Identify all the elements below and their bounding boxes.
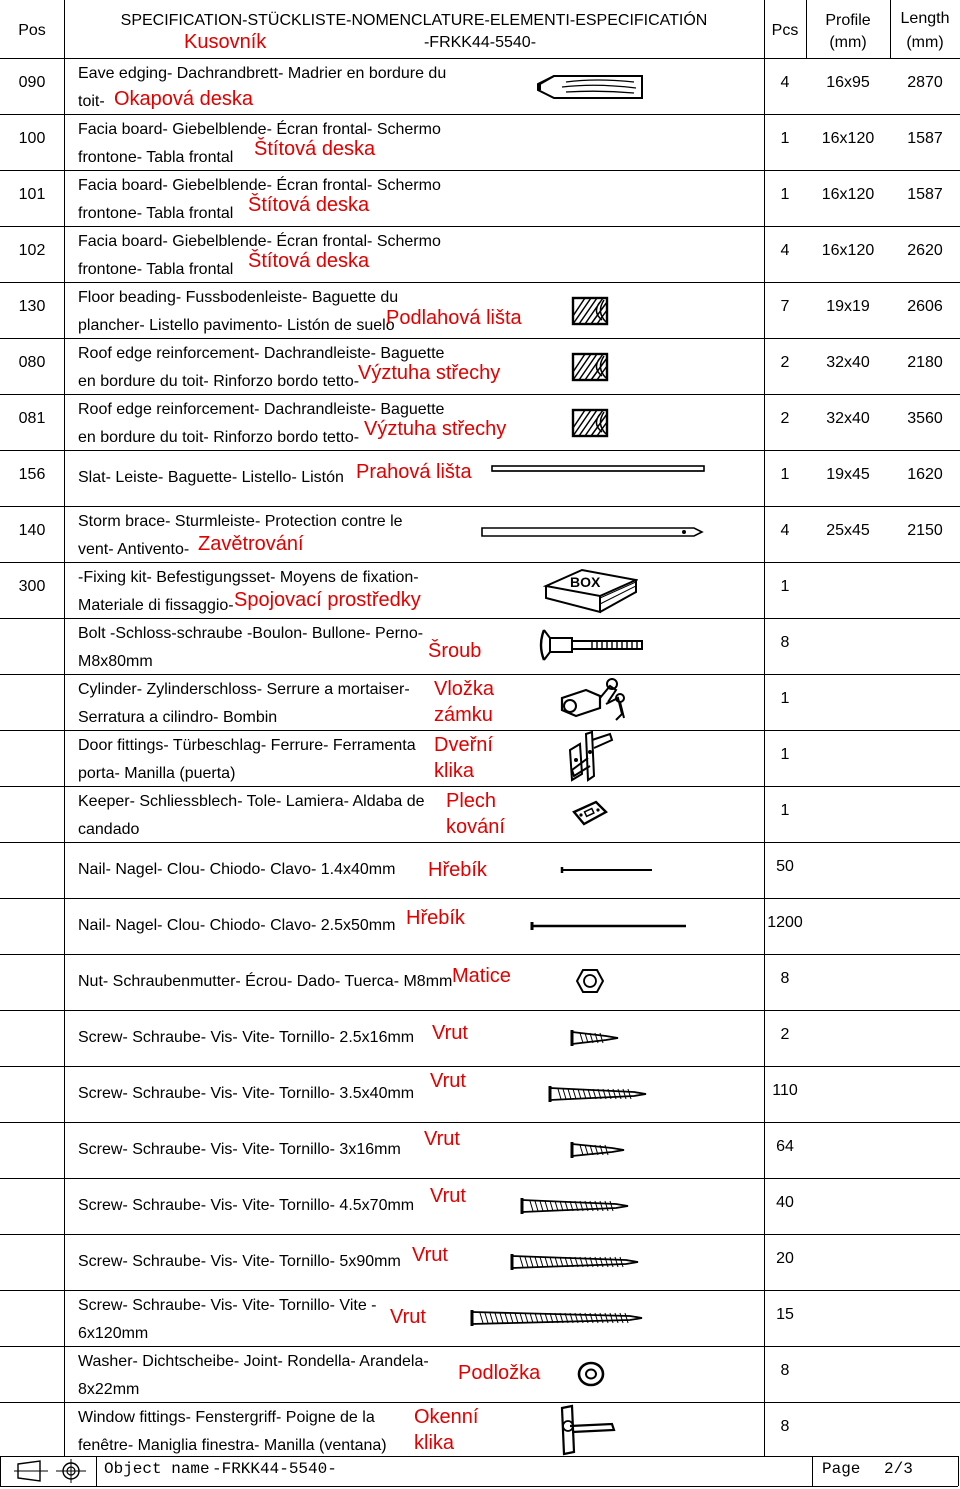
page-number: 2/3 [884,1460,913,1478]
row-pcs: 64 [776,1138,794,1155]
table-row [0,338,960,394]
table-row [0,394,960,450]
row-description: Eave edging- Dachrandbrett- Madrier en bordure du toit- [78,65,447,110]
plank-icon [536,72,644,102]
row-length: 3560 [907,410,943,427]
wood-section-icon [570,350,610,384]
row-profile: 16x95 [826,74,870,91]
table-row [0,58,960,114]
row-profile: 32x40 [826,410,870,427]
row-pcs: 20 [776,1250,794,1267]
row-czech-label: Spojovací prostředky [234,589,421,611]
screw-icon [520,1196,632,1216]
row-pcs: 110 [772,1082,798,1099]
row-description: Window fittings- Fenstergriff- Poigne de la fenêtre- Maniglia finestra- Manilla (ventana) [78,1409,387,1454]
table-row [0,1402,960,1458]
page-label: Page [822,1460,861,1478]
row-pcs: 8 [780,970,790,987]
row-czech-label: Podložka [458,1362,541,1384]
object-name-value: -FRKK44-5540- [212,1460,337,1478]
row-pcs: 2 [780,354,790,371]
slat-icon [490,462,706,476]
row-czech-label: Zavětrování [198,533,304,555]
row-pcs: 8 [780,1362,790,1379]
row-profile: 16x120 [821,130,875,147]
table-row [0,786,960,842]
row-description: Facia board- Giebelblende- Écran frontal- Schermo frontone- Tabla frontal [78,121,441,166]
row-czech-label: Výztuha střechy [364,418,507,440]
table-row [0,1234,960,1290]
row-description: Washer- Dichtscheibe- Joint- Rondella- Arandela- 8x22mm [78,1353,429,1398]
table-row [0,898,960,954]
header-pos: Pos [18,22,46,39]
screw-icon [470,1308,646,1328]
row-czech-label: Vrut [390,1306,426,1328]
wood-section-icon [570,294,610,328]
row-length: 2150 [907,522,943,539]
washer-icon [576,1360,606,1388]
row-pcs: 8 [780,634,790,651]
door-handle-icon [566,730,614,782]
row-pos: 101 [18,186,46,203]
row-description: Screw- Schraube- Vis- Vite- Tornillo- 3.5x40mm [78,1085,415,1102]
row-description: Floor beading- Fussbodenleiste- Baguette du plancher- Listello pavimento- Listón de suelo [78,289,399,334]
nail-icon [530,920,690,932]
row-czech-label: Výztuha střechy [358,362,501,384]
screw-icon [548,1084,650,1104]
table-row [0,450,960,506]
bolt-icon [536,624,646,666]
row-pcs: 8 [780,1418,790,1435]
row-pcs: 15 [776,1306,794,1323]
row-pcs: 50 [776,858,794,875]
table-row [0,842,960,898]
projection-symbol-icon [14,1459,48,1483]
row-czech-label: Plech kování [446,790,505,838]
row-description: Nut- Schraubenmutter- Écrou- Dado- Tuerca- M8mm [78,973,453,990]
header-spec-title: SPECIFICATION-STÜCKLISTE-NOMENCLATURE-ELEMENTI-ESPECIFICATIÓN [120,12,708,29]
row-description: Facia board- Giebelblende- Écran frontal- Schermo frontone- Tabla frontal [78,177,441,222]
row-description: Screw- Schraube- Vis- Vite- Tornillo- Vite - 6x120mm [78,1297,377,1342]
row-description: Facia board- Giebelblende- Écran frontal- Schermo frontone- Tabla frontal [78,233,441,278]
row-pos: 090 [18,74,46,91]
screw-icon [570,1140,628,1160]
screw-icon [510,1252,642,1272]
table-row [0,114,960,170]
row-pos: 100 [18,130,46,147]
row-pos: 140 [18,522,46,539]
nut-icon [576,968,604,994]
row-czech-label: Hřebík [406,907,465,929]
row-pcs: 1 [780,466,790,483]
header-length: Length [900,10,950,27]
row-length: 1587 [907,130,943,147]
table-row [0,1178,960,1234]
nail-icon [560,864,656,876]
table-row [0,1290,960,1346]
table-row [0,730,960,786]
header-profile-unit: (mm) [829,34,867,51]
table-row [0,674,960,730]
row-pcs: 1 [780,578,790,595]
row-pcs: 2 [780,1026,790,1043]
window-handle-icon [554,1404,618,1456]
table-row [0,562,960,618]
row-pcs: 4 [780,74,790,91]
row-czech-label: Okenní klika [414,1406,479,1454]
row-pcs: 1 [780,746,790,763]
row-profile: 16x120 [821,186,875,203]
row-czech-label: Hřebík [428,859,487,881]
row-description: Nail- Nagel- Clou- Chiodo- Clavo- 2.5x50mm [78,917,396,934]
row-profile: 25x45 [826,522,870,539]
keeper-plate-icon [572,800,608,826]
row-pcs: 1 [780,130,790,147]
row-czech-label: Prahová lišta [356,461,472,483]
table-row [0,506,960,562]
row-description: Screw- Schraube- Vis- Vite- Tornillo- 2.5x16mm [78,1029,415,1046]
row-czech-label: Matice [452,965,511,987]
row-profile: 16x120 [821,242,875,259]
row-description: Screw- Schraube- Vis- Vite- Tornillo- 5x90mm [78,1253,401,1270]
row-pos: 102 [18,242,46,259]
row-pcs: 7 [780,298,790,315]
row-czech-label: Vrut [412,1244,448,1266]
row-length: 2180 [907,354,943,371]
row-description: Cylinder- Zylinderschloss- Serrure a mortaiser- Serratura a cilindro- Bombin [78,681,410,726]
row-pos: 156 [18,466,46,483]
header-length-unit: (mm) [906,34,944,51]
row-description: Screw- Schraube- Vis- Vite- Tornillo- 4.5x70mm [78,1197,415,1214]
row-profile: 19x19 [826,298,870,315]
row-length: 2620 [907,242,943,259]
row-czech-label: Vrut [430,1070,466,1092]
row-pcs: 4 [780,522,790,539]
table-row [0,226,960,282]
row-pcs: 1 [780,690,790,707]
row-pcs: 2 [780,410,790,427]
row-description: Slat- Leiste- Baguette- Listello- Listón [78,469,344,486]
row-czech-label: Štítová deska [248,250,370,272]
row-czech-label: Štítová deska [248,194,370,216]
row-pcs: 1 [780,802,790,819]
row-czech-label: Vrut [432,1022,468,1044]
row-length: 1620 [907,466,943,483]
row-pcs: 1 [780,186,790,203]
table-row [0,1010,960,1066]
row-czech-label: Podlahová lišta [386,307,522,329]
box-icon [542,566,638,614]
row-pos: 130 [18,298,46,315]
table-row [0,1066,960,1122]
row-profile: 19x45 [826,466,870,483]
header-spec-title-cz: Kusovník [184,31,267,53]
table-row [0,1346,960,1402]
row-description: Bolt -Schloss-schraube -Boulon- Bullone- Perno- M8x80mm [78,625,424,670]
row-length: 2606 [907,298,943,315]
row-pos: 300 [18,578,46,595]
row-pcs: 40 [776,1194,794,1211]
box-label: BOX [570,574,601,590]
row-pos: 081 [18,410,46,427]
header-profile: Profile [825,12,871,29]
row-length: 2870 [907,74,943,91]
row-description: Storm brace- Sturmleiste- Protection contre le vent- Antivento- [78,513,403,558]
storm-brace-icon [480,524,706,540]
row-description: Door fittings- Türbeschlag- Ferrure- Ferramenta porta- Manilla (puerta) [78,737,416,782]
row-czech-label: Okapová deska [114,88,253,110]
row-description: Nail- Nagel- Clou- Chiodo- Clavo- 1.4x40mm [78,861,396,878]
row-czech-label: Vložka zámku [434,678,495,726]
table-row [0,954,960,1010]
row-description: -Fixing kit- Befestigungsset- Moyens de fixation- Materiale di fissaggio- [78,569,419,614]
row-description: Screw- Schraube- Vis- Vite- Tornillo- 3x16mm [78,1141,401,1158]
table-row [0,282,960,338]
table-row [0,618,960,674]
row-description: Roof edge reinforcement- Dachrandleiste- Baguette en bordure du toit- Rinforzo bordo tetto- [78,401,445,446]
row-czech-label: Štítová deska [254,138,376,160]
row-length: 1587 [907,186,943,203]
row-czech-label: Dveřní klika [434,734,493,782]
wood-section-icon [570,406,610,440]
row-pos: 080 [18,354,46,371]
row-description: Roof edge reinforcement- Dachrandleiste- Baguette en bordure du toit- Rinforzo bordo tetto- [78,345,445,390]
row-pcs: 4 [780,242,790,259]
row-czech-label: Šroub [428,640,482,662]
target-symbol-icon [56,1459,86,1483]
row-pcs: 1200 [767,914,803,931]
row-profile: 32x40 [826,354,870,371]
object-name-label: Object name [104,1460,210,1478]
row-czech-label: Vrut [430,1185,466,1207]
table-row [0,170,960,226]
lock-cylinder-icon [556,676,628,726]
row-description: Keeper- Schliessblech- Tole- Lamiera- Aldaba de candado [78,793,425,838]
header-spec-code: -FRKK44-5540- [423,34,537,51]
table-row [0,1122,960,1178]
screw-icon [570,1028,622,1048]
row-czech-label: Vrut [424,1128,460,1150]
header-pcs: Pcs [771,22,799,39]
